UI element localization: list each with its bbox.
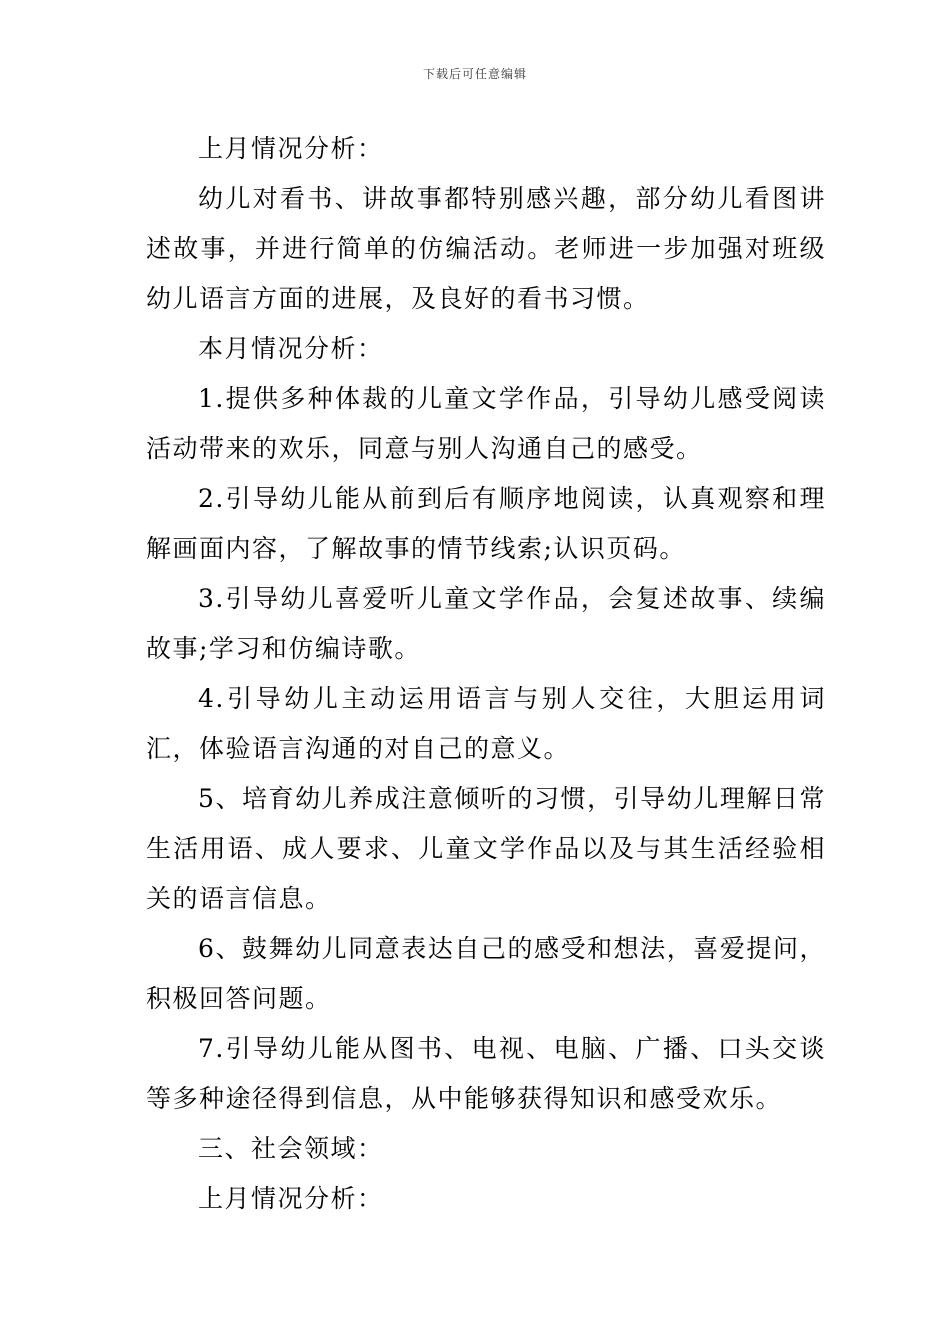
list-item-2: 2.引导幼儿能从前到后有顺序地阅读，认真观察和理解画面内容，了解故事的情节线索;认识页码。 xyxy=(146,484,826,563)
list-item-6: 6、鼓舞幼儿同意表达自己的感受和想法，喜爱提问，积极回答问题。 xyxy=(146,934,826,1013)
document-body xyxy=(146,124,826,1224)
list-item-3: 3.引导幼儿喜爱听儿童文学作品，会复述故事、续编故事;学习和仿编诗歌。 xyxy=(146,584,826,663)
section-heading-last-month: 上月情况分析： xyxy=(198,134,384,163)
page-header: 下载后可任意编辑 xyxy=(422,67,527,81)
list-item-1: 1.提供多种体裁的儿童文学作品，引导幼儿感受阅读活动带来的欢乐，同意与别人沟通自己的感受。 xyxy=(146,384,826,463)
section-heading-last-month-2: 上月情况分析： xyxy=(198,1184,384,1213)
paragraph-last-month-analysis: 幼儿对看书、讲故事都特别感兴趣，部分幼儿看图讲述故事，并进行简单的仿编活动。老师进一步加强对班级幼儿语言方面的进展，及良好的看书习惯。 xyxy=(146,184,826,313)
section-heading-this-month: 本月情况分析： xyxy=(198,334,384,363)
list-item-4: 4.引导幼儿主动运用语言与别人交往，大胆运用词汇，体验语言沟通的对自己的意义。 xyxy=(146,684,826,763)
section-heading-social-domain: 三、社会领域： xyxy=(198,1134,384,1163)
list-item-7: 7.引导幼儿能从图书、电视、电脑、广播、口头交谈等多种途径得到信息，从中能够获得知识和感受欢乐。 xyxy=(146,1034,826,1113)
list-item-5: 5、培育幼儿养成注意倾听的习惯，引导幼儿理解日常生活用语、成人要求、儿童文学作品以及与其生活经验相关的语言信息。 xyxy=(146,784,826,913)
